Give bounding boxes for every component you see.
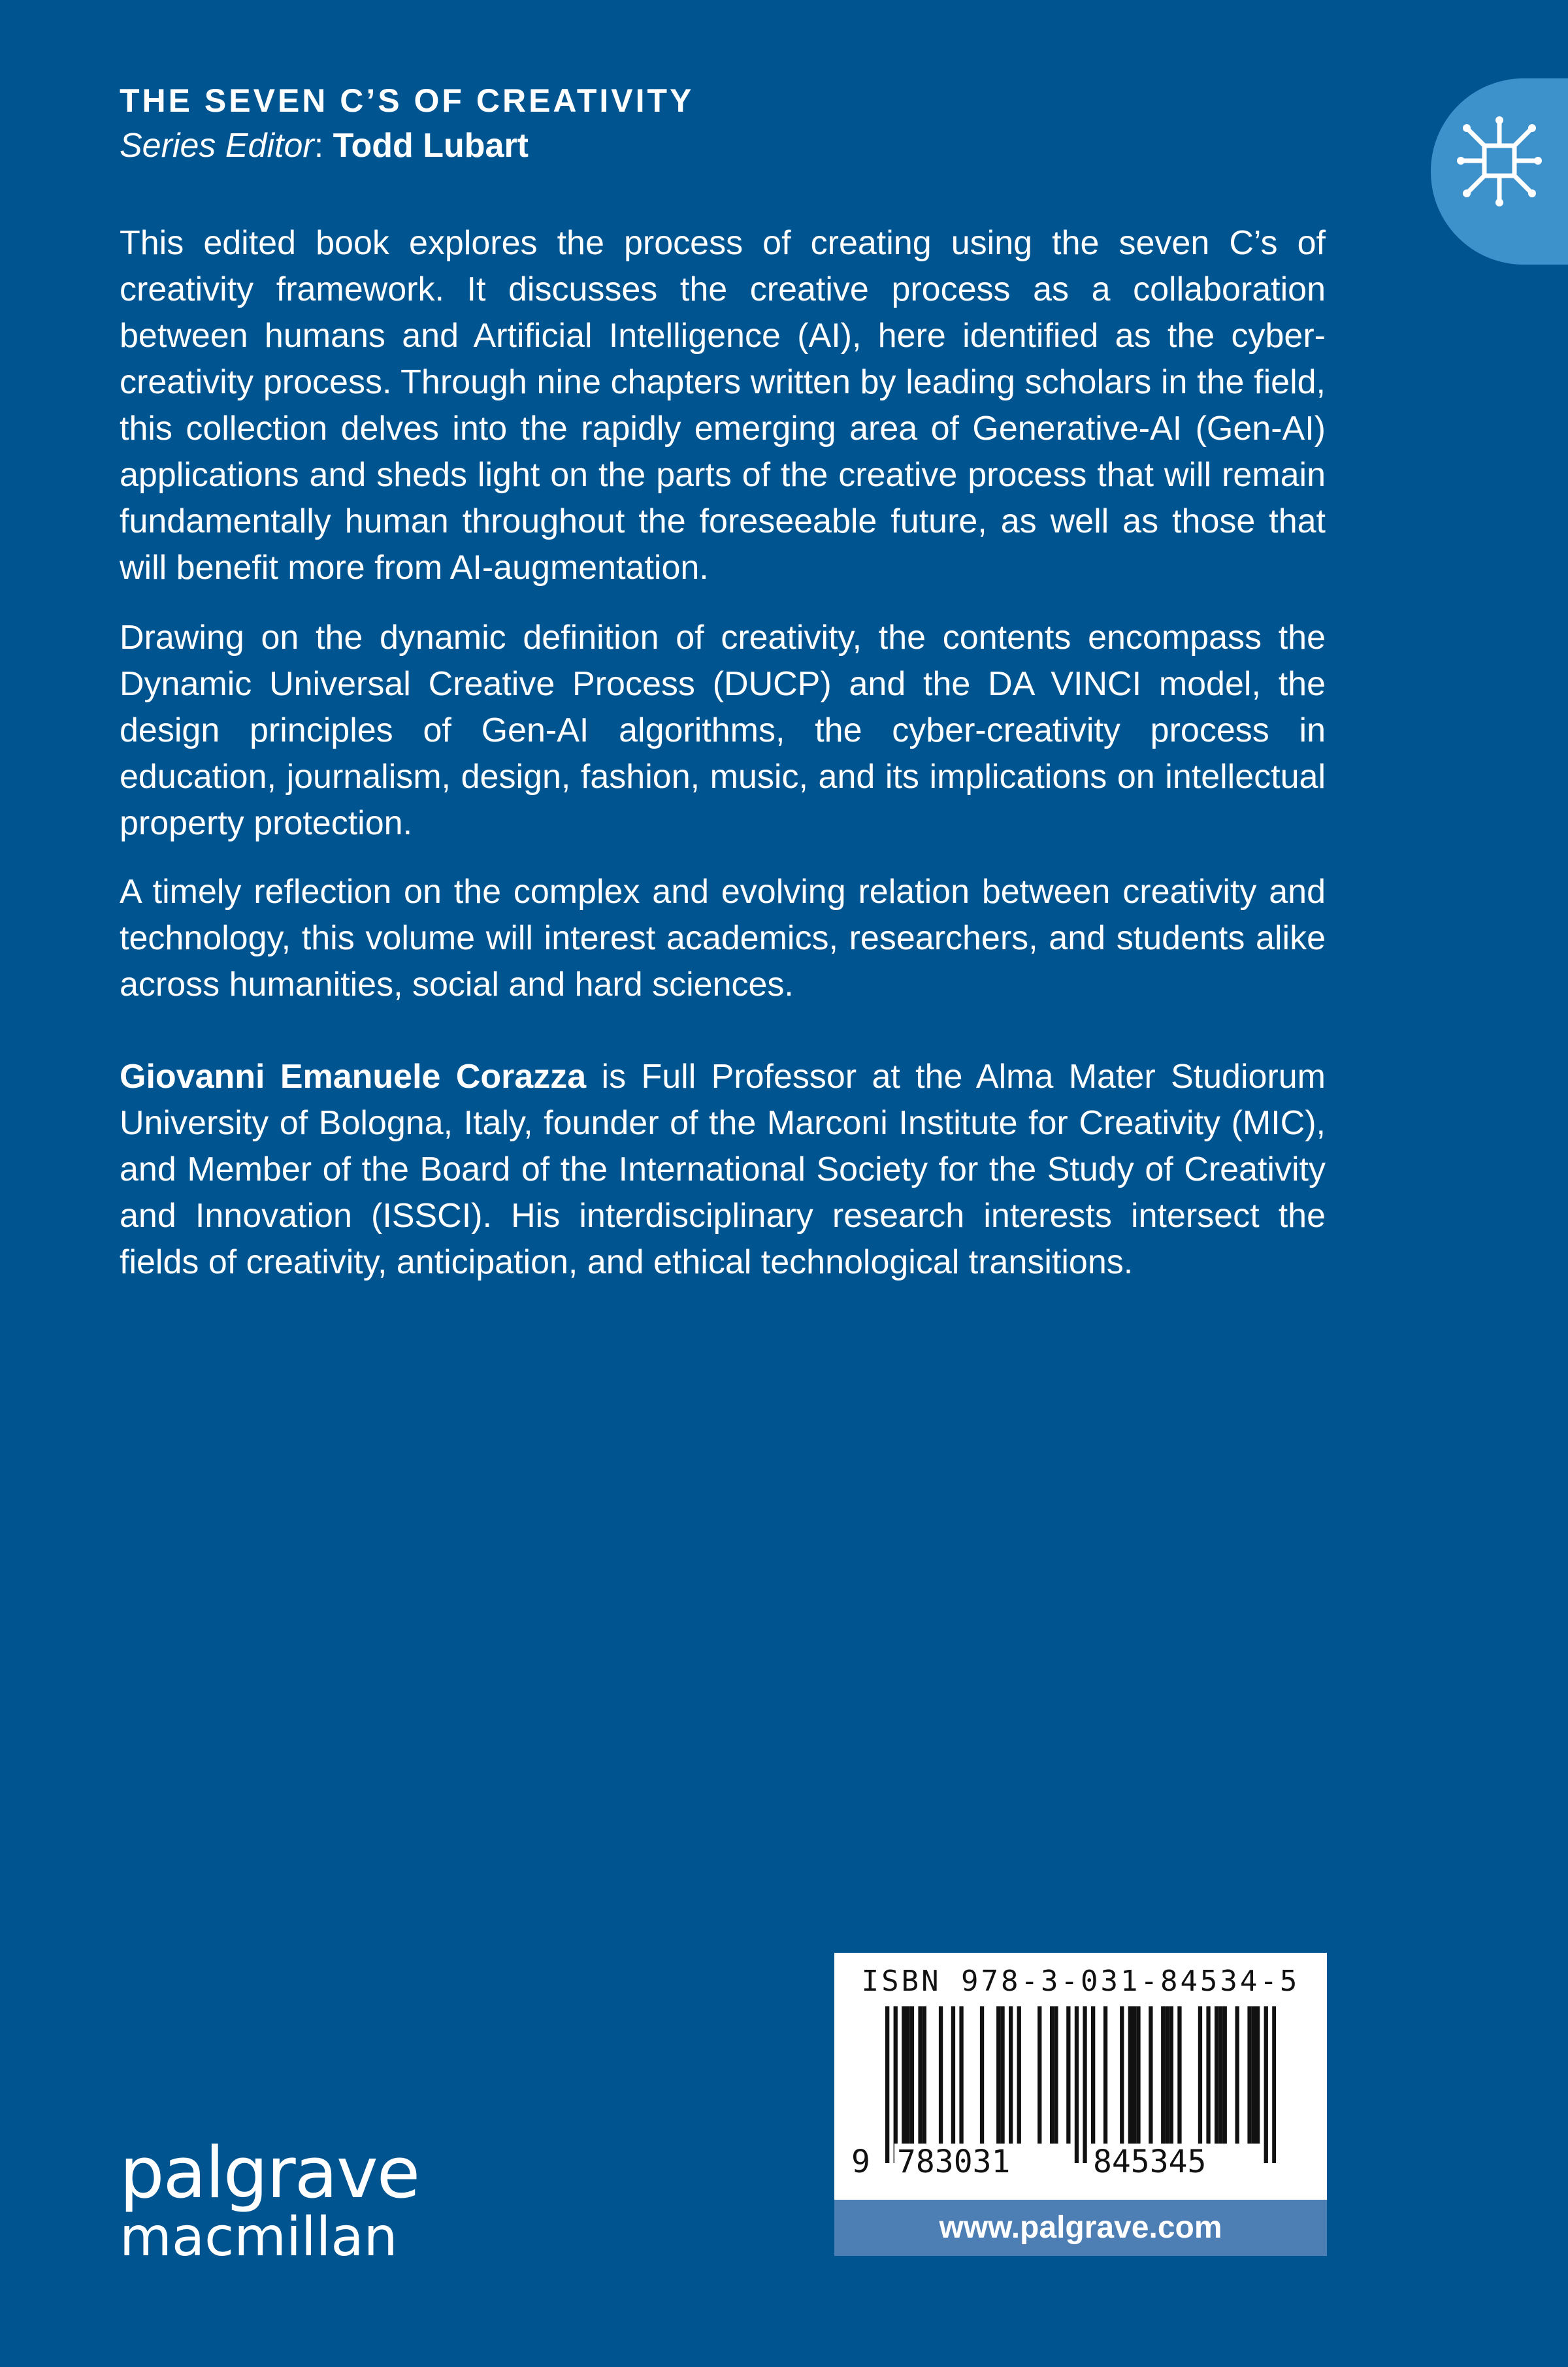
series-editor-name: Todd Lubart	[333, 127, 529, 165]
barcode-bar	[951, 2006, 955, 2144]
series-editor-label: Series Editor	[120, 127, 314, 165]
barcode-bar	[1009, 2006, 1013, 2144]
publisher-logo-line2: macmillan	[120, 2206, 398, 2268]
barcode-digit-first: 9	[849, 2144, 873, 2180]
barcode-bar	[906, 2006, 910, 2144]
barcode-bar	[894, 2006, 898, 2163]
barcode-bar	[1198, 2006, 1202, 2144]
author-bio	[120, 1054, 1326, 1286]
barcode-bar	[1037, 2006, 1041, 2144]
barcode-bar	[996, 2006, 1000, 2144]
series-emblem	[1431, 78, 1568, 265]
barcode-bar	[1169, 2006, 1173, 2144]
barcode-bars	[885, 2006, 1276, 2163]
barcode-bar	[902, 2006, 906, 2144]
barcode-bar	[910, 2006, 914, 2144]
barcode-bar	[1161, 2006, 1165, 2144]
barcode-digits-left: 783031	[894, 2144, 1013, 2180]
barcode-bar	[1223, 2006, 1227, 2144]
barcode-bar	[1149, 2006, 1152, 2144]
barcode-bar	[1017, 2006, 1021, 2144]
barcode-bar	[1206, 2006, 1210, 2144]
barcode-digits-right: 845345	[1090, 2144, 1209, 2180]
author-name: Giovanni Emanuele Corazza	[120, 1058, 587, 1096]
barcode-bar	[1132, 2006, 1136, 2144]
description-paragraph-3: A timely reflection on the complex and evolving relation between creativity and technology, this volume will interest academics, researchers, and students alike across humanities, social and hard sciences.	[120, 873, 1326, 1004]
barcode-bar	[1256, 2006, 1260, 2144]
barcode-bar	[1000, 2006, 1004, 2144]
publisher-logo	[120, 2132, 419, 2268]
barcode-bar	[1247, 2006, 1251, 2144]
barcode-bar	[885, 2006, 889, 2163]
barcode-bar	[1128, 2006, 1132, 2144]
description-paragraph-2: Drawing on the dynamic definition of creativity, the contents encompass the Dynamic Universal Creative Process (DUCP) and the DA VINCI model, the design principles of Gen-AI algorithms, the cyber-creativity process in education, journalism, design, fashion, music, and its implications on intellectual property protection.	[120, 619, 1326, 842]
circuit-node-icon	[1457, 112, 1542, 210]
barcode-bar	[1075, 2006, 1079, 2163]
barcode-bar	[959, 2006, 963, 2144]
barcode-bar	[1165, 2006, 1169, 2144]
barcode-bar	[1177, 2006, 1181, 2144]
barcode-bar	[1215, 2006, 1218, 2144]
series-editor	[120, 126, 529, 165]
series-editor-separator: :	[314, 127, 333, 165]
author-bio-text: is Full Professor at the Alma Mater Studiorum University of Bologna, Italy, founder of the Marconi Institute for Creativity (MIC), and Member of the Board of the International Society for the Study of Creativity and Innovation (ISSCI). His interdisciplinary research interests intersect the fields of creativity, anticipation, and ethical technological transitions.	[120, 1058, 1326, 1281]
barcode-bar	[1054, 2006, 1058, 2144]
barcode-bar	[1103, 2006, 1107, 2144]
publisher-url[interactable]: www.palgrave.com	[834, 2200, 1327, 2256]
publisher-logo-line1: palgrave	[120, 2132, 419, 2214]
barcode-bar	[1272, 2006, 1276, 2163]
barcode-bar	[1120, 2006, 1124, 2144]
barcode-bar	[980, 2006, 984, 2144]
barcode-bar	[1050, 2006, 1054, 2144]
barcode-bar	[1252, 2006, 1256, 2144]
isbn-number: ISBN 978-3-031-84534-5	[861, 1965, 1300, 1998]
description-paragraph-1: This edited book explores the process of creating using the seven C’s of creativity framework. It discusses the creative process as a collaboration between humans and Artificial Intelligence (AI), here identified as the cyber-creativity process. Through nine chapters written by leading scholars in the field, this collection delves into the rapidly emerging area of Generative-AI (Gen-AI) applications and sheds light on the parts of the creative process that will remain fundamentally human throughout the foreseeable future, as well as those that will benefit more from AI-augmentation.	[120, 224, 1326, 587]
barcode-bar	[1083, 2006, 1086, 2163]
barcode-bar	[1218, 2006, 1222, 2144]
barcode-bar	[1136, 2006, 1140, 2144]
barcode-bar	[1091, 2006, 1095, 2144]
barcode-bar	[939, 2006, 943, 2144]
barcode-bar	[1066, 2006, 1070, 2144]
barcode-bar	[923, 2006, 926, 2144]
barcode-bar	[1235, 2006, 1239, 2144]
barcode-bar	[918, 2006, 922, 2144]
barcode-bar	[1264, 2006, 1268, 2163]
series-title: THE SEVEN C’S OF CREATIVITY	[120, 82, 694, 119]
isbn-barcode	[834, 1953, 1327, 2200]
